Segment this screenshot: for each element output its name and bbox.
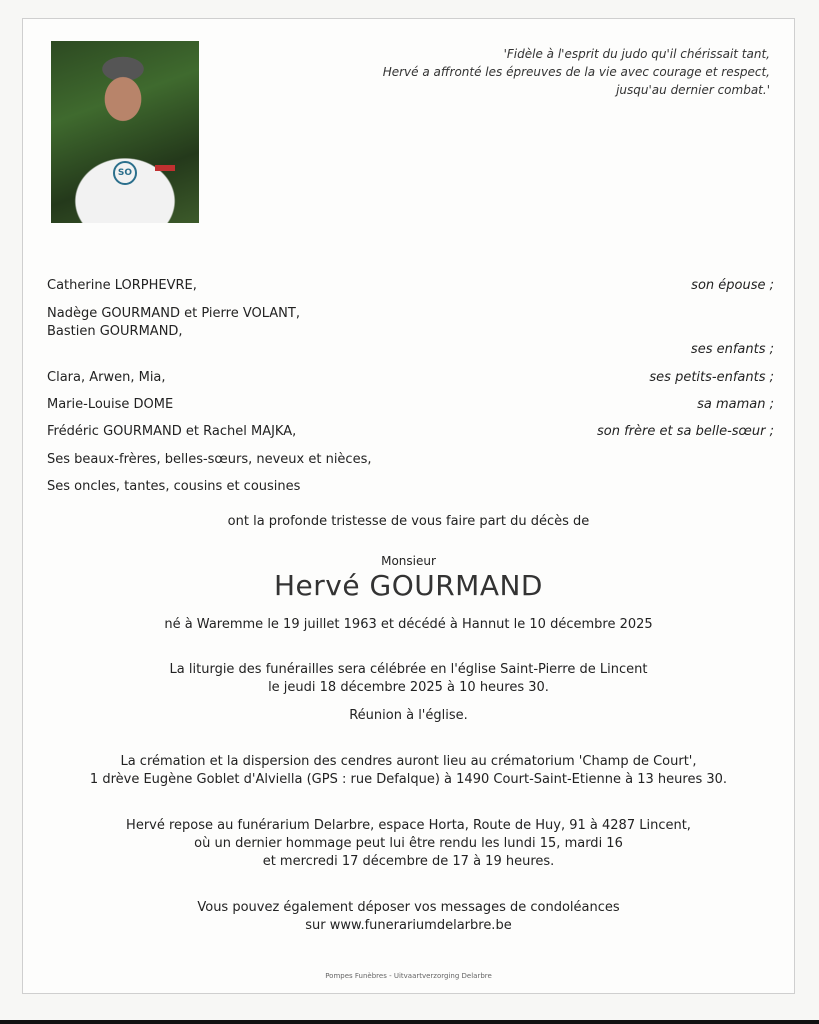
judo-club-logo: SO (113, 161, 137, 185)
family-name: Nadège GOURMAND et Pierre VOLANT, (47, 306, 300, 321)
condolences-website: sur www.funerariumdelarbre.be (305, 918, 512, 933)
bottom-edge (0, 1020, 819, 1024)
family-name: Catherine LORPHEVRE, (47, 278, 197, 293)
quote-line: jusqu'au dernier combat.' (616, 83, 770, 97)
reunion-line: Réunion à l'église. (349, 708, 468, 723)
family-name: Ses oncles, tantes, cousins et cousines (47, 479, 301, 494)
liturgy-line: La liturgie des funérailles sera célébrée en l'église Saint-Pierre de Lincent (169, 662, 648, 677)
deceased-name: Hervé GOURMAND (274, 569, 543, 602)
honorific: Monsieur (381, 554, 436, 568)
family-relation: sa maman ; (697, 397, 774, 412)
cremation-line: 1 drève Eugène Goblet d'Alviella (GPS : rue Defalque) à 1490 Court-Saint-Etienne à 13 heures 30. (89, 772, 728, 787)
family-relation: ses petits-enfants ; (649, 370, 774, 385)
repose-line: où un dernier hommage peut lui être rendu les lundi 15, mardi 16 (194, 836, 623, 851)
announcement-text: ont la profonde tristesse de vous faire part du décès de (227, 514, 590, 529)
repose-line: et mercredi 17 décembre de 17 à 19 heures. (262, 854, 555, 869)
family-name: Clara, Arwen, Mia, (47, 370, 166, 385)
family-relation: son épouse ; (691, 278, 774, 293)
obituary-card (22, 18, 795, 994)
flag-badge (155, 165, 175, 171)
birth-death-line: né à Waremme le 19 juillet 1963 et décédé à Hannut le 10 décembre 2025 (164, 617, 653, 632)
repose-line: Hervé repose au funérarium Delarbre, espace Horta, Route de Huy, 91 à 4287 Lincent, (126, 818, 691, 833)
family-name: Bastien GOURMAND, (47, 324, 183, 339)
condolences-line: Vous pouvez également déposer vos messages de condoléances (197, 900, 620, 915)
quote-line: 'Fidèle à l'esprit du judo qu'il chérissait tant, (503, 47, 770, 61)
family-relation: ses enfants ; (690, 342, 774, 357)
liturgy-line: le jeudi 18 décembre 2025 à 10 heures 30. (268, 680, 549, 695)
cremation-line: La crémation et la dispersion des cendres auront lieu au crématorium 'Champ de Court', (120, 754, 697, 769)
portrait-photo (51, 41, 199, 223)
family-name: Frédéric GOURMAND et Rachel MAJKA, (47, 424, 297, 439)
funeral-home-footer: Pompes Funèbres - Uitvaartverzorging Delarbre (325, 972, 492, 980)
family-name: Marie-Louise DOME (47, 397, 174, 412)
epigraph-quote (310, 45, 770, 99)
quote-line: Hervé a affronté les épreuves de la vie avec courage et respect, (382, 65, 770, 79)
family-name: Ses beaux-frères, belles-sœurs, neveux et nièces, (47, 452, 372, 467)
family-relation: son frère et sa belle-sœur ; (597, 424, 774, 439)
